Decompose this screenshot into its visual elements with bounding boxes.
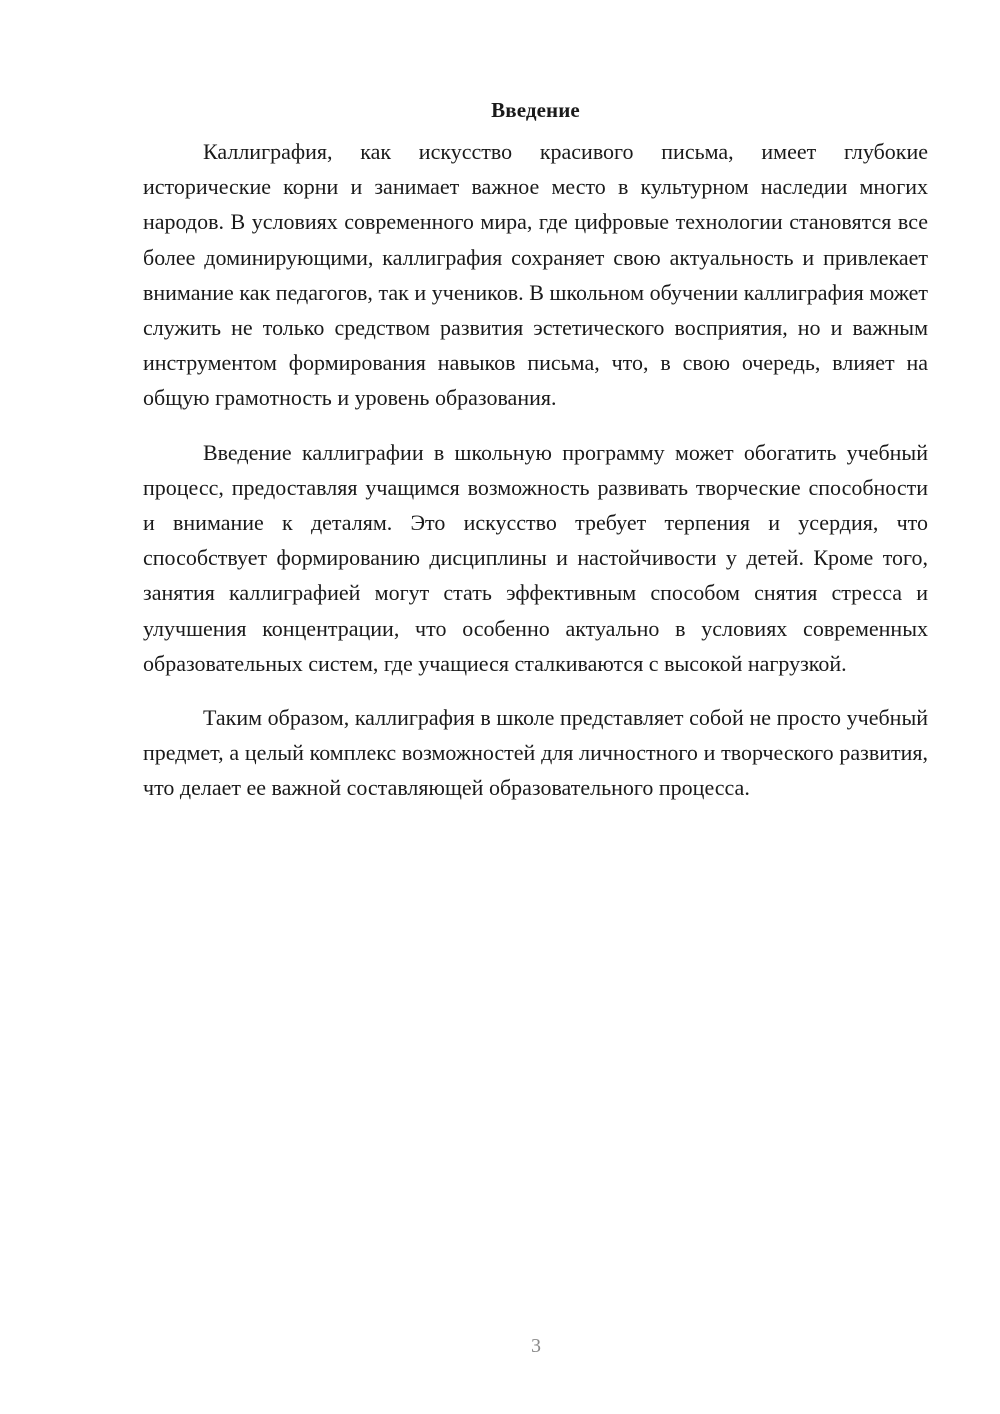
section-heading: Введение — [491, 98, 580, 122]
page-number: 3 — [531, 1335, 541, 1357]
paragraph-3: Таким образом, каллиграфия в школе представляет собой не просто учебный предмет, а целый комплекс возможностей для личностного и творческого развития, что делает ее важной составляющей образовательного процесса. — [143, 705, 928, 801]
page-content — [143, 93, 928, 825]
paragraph-2: Введение каллиграфии в школьную программу может обогатить учебный процесс, предоставляя учащимся возможность развивать творческие способности и внимание к деталям. Это искусство требует терпения и усердия, что способствует формированию дисциплины и настойчивости у детей. Кроме того, занятия каллиграфией могут стать эффективным способом снятия стресса и улучшения концентрации, что особенно актуально в условиях современных образовательных систем, где учащиеся сталкиваются с высокой нагрузкой. — [143, 439, 928, 676]
paragraph-1: Каллиграфия, как искусство красивого письма, имеет глубокие исторические корни и занимает важное место в культурном наследии многих народов. В условиях современного мира, где цифровые технологии становятся все более доминирующими, каллиграфия сохраняет свою актуальность и привлекает внимание как педагогов, так и учеников. В школьном обучении каллиграфия может служить не только средством развития эстетического восприятия, но и важным инструментом формирования навыков письма, что, в свою очередь, влияет на общую грамотность и уровень образования. — [143, 139, 928, 411]
